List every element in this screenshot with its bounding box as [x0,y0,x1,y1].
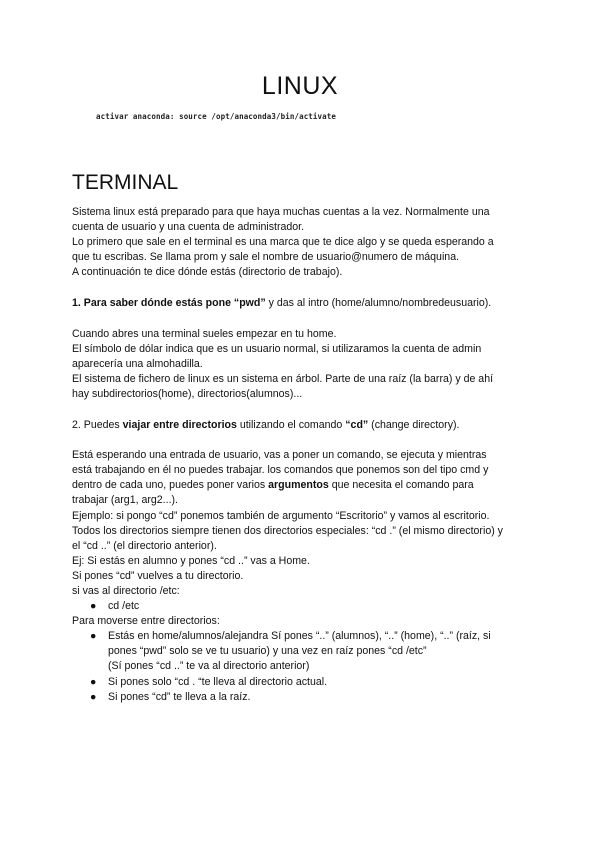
paragraph-line: el “cd ..” (el directorio anterior). [72,539,217,552]
paragraph-line: Cuando abres una terminal sueles empezar en tu home. [72,327,337,340]
bullet-icon: ● [90,600,97,613]
paragraph-line: si vas al directorio /etc: [72,584,180,597]
body-content [72,205,524,705]
move-list [72,629,524,704]
paragraph-line: está trabajando en él no puedes trabajar. los comandos que ponemos son del tipo cmd y [72,464,489,477]
paragraph-line: hay subdirectorios(home), directorios(alumnos)... [72,387,303,400]
paragraph-line: Ej: Si estás en alumno y pones “cd ..” vas a Home. [72,554,310,567]
list-item-text: cd /etc [108,600,140,613]
bullet-icon: ● [90,675,97,688]
point-one [72,296,524,311]
paragraph-line: aparecería una almohadilla. [72,357,203,370]
paragraph-line: Está esperando una entrada de usuario, vas a poner un comando, se ejecuta y mientras [72,449,487,462]
list-item-text: Si pones solo “cd . “te lleva al directorio actual. [108,675,328,688]
point-two-bold-b: “cd” [345,418,369,431]
anaconda-note: activar anaconda: source /opt/anaconda3/bin/activate [96,112,336,121]
paragraph-line: A continuación te dice dónde estás (directorio de trabajo). [72,266,343,279]
list-item [72,690,524,705]
line-segment: que necesita el comando para [328,479,474,492]
paragraph-line: Ejemplo: si pongo “cd” ponemos también de argumento “Escritorio” y vamos al escritorio. [72,509,490,522]
list-item-text: (Sí pones “cd ..” te va al directorio anterior) [108,660,310,673]
list-item [72,675,524,690]
paragraph-line: Todos los directorios siempre tienen dos directorios especiales: “cd .” (el mismo directorio) y [72,524,503,537]
move-heading: Para moverse entre directorios: [72,615,220,628]
point-two [72,418,524,433]
list-item-text: pones “pwd” solo se ve tu usuario) y una vez en raíz pones “cd /etc” [108,645,427,658]
argumentos-bold: argumentos [268,479,329,492]
list-item [72,629,524,674]
paragraph-line: Si pones “cd” vuelves a tu directorio. [72,569,244,582]
paragraph-line: Lo primero que sale en el terminal es una marca que te dice algo y se queda esperando a [72,236,494,249]
page-title: LINUX [261,72,339,100]
paragraph-line: El sistema de fichero de linux es un sistema en árbol. Parte de una raíz (la barra) y de ahí [72,372,494,385]
point-two-pre: 2. Puedes [72,418,123,431]
line-segment: dentro de cada uno, puedes poner varios [72,479,269,492]
paragraph-line: Sistema linux está preparado para que haya muchas cuentas a la vez. Normalmente una [72,206,490,218]
point-two-post: (change directory). [368,418,460,431]
section-heading: TERMINAL [72,171,179,194]
point-two-mid: utilizando el comando [236,418,346,431]
point-two-bold-a: viajar entre directorios [122,418,237,431]
paragraph-line [72,478,524,493]
point-one-rest: y das al intro (home/alumno/nombredeusuario). [265,296,492,309]
paragraph-line: que tu escribas. Se llama prom y sale el nombre de usuario@numero de máquina. [72,251,460,264]
bullet-icon: ● [90,630,97,643]
paragraph-line: El símbolo de dólar indica que es un usuario normal, si utilizaramos la cuenta de admin [72,342,482,355]
bullet-icon: ● [90,690,97,703]
etc-list [72,599,524,614]
list-item-text: Estás en home/alumnos/alejandra Sí pones “..” (alumnos), “..” (home), “..” (raíz, si [108,630,491,643]
list-item-text: Si pones “cd” te lleva a la raíz. [108,690,251,703]
point-one-bold: 1. Para saber dónde estás pone “pwd” [72,296,266,309]
paragraph-line: trabajar (arg1, arg2...). [72,494,178,507]
list-item [72,599,524,614]
paragraph-line: cuenta de usuario y una cuenta de administrador. [72,221,305,234]
